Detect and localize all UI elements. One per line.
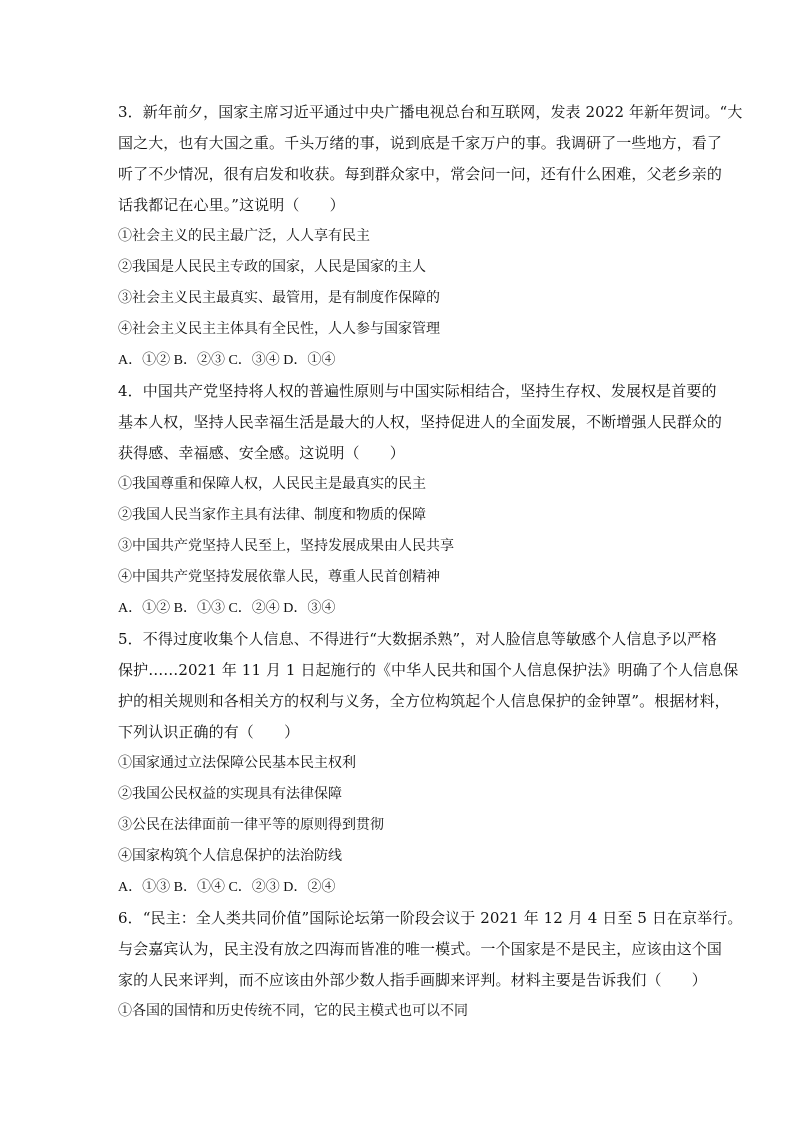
answer-choices: A．①② B．②③ C．③④ D．①④	[118, 353, 336, 368]
question-stem-line: 基本人权，坚持人民幸福生活是最大的人权，坚持促进人的全面发展，不断增强人民群众的	[118, 413, 723, 431]
statement-option: ①各国的国情和历史传统不同，它的民主模式也可以不同	[118, 1003, 468, 1019]
answer-choices: A．①② B．①③ C．②④ D．③④	[118, 601, 336, 616]
answer-choices: A．①③ B．①④ C．②③ D．②④	[118, 880, 336, 895]
statement-option: ②我国公民权益的实现具有法律保障	[118, 786, 342, 802]
question-stem-line: 5．不得过度收集个人信息、不得进行“大数据杀熟”，对人脸信息等敏感个人信息予以严格	[118, 630, 717, 648]
question-stem-line: 下列认识正确的有（ ）	[118, 723, 300, 741]
question-list	[118, 97, 743, 1027]
question-stem-line: 3．新年前夕，国家主席习近平通过中央广播电视总台和互联网，发表 2022 年新年贺词。“大	[118, 103, 743, 121]
statement-option: ③中国共产党坚持人民至上，坚持发展成果由人民共享	[118, 538, 454, 554]
question-stem-line: 保护……2021 年 11 月 1 日起施行的《中华人民共和国个人信息保护法》明确了个人信息保	[118, 661, 739, 679]
question-stem-line: 话我都记在心里。”这说明（ ）	[118, 196, 345, 214]
statement-option: ②我国是人民民主专政的国家，人民是国家的主人	[118, 259, 426, 275]
question-stem-line: 6．“民主：全人类共同价值”国际论坛第一阶段会议于 2021 年 12 月 4 日至 5 日在京举行。	[118, 909, 743, 927]
question-stem-line: 护的相关规则和各相关方的权利与义务，全方位构筑起个人信息保护的金钟罩”。根据材料，	[118, 692, 730, 710]
question-stem-line: 家的人民来评判，而不应该由外部少数人指手画脚来评判。材料主要是告诉我们（ ）	[118, 971, 707, 989]
question-6	[118, 903, 743, 1027]
question-3	[118, 97, 743, 376]
statement-option: ④社会主义民主主体具有全民性，人人参与国家管理	[118, 321, 440, 337]
question-stem-line: 4．中国共产党坚持将人权的普遍性原则与中国实际相结合，坚持生存权、发展权是首要的	[118, 382, 717, 400]
question-4	[118, 376, 723, 624]
statement-option: ①国家通过立法保障公民基本民主权利	[118, 755, 356, 771]
statement-option: ④中国共产党坚持发展依靠人民，尊重人民首创精神	[118, 569, 440, 585]
question-5	[118, 624, 739, 903]
statement-option: ③公民在法律面前一律平等的原则得到贯彻	[118, 817, 384, 833]
question-stem-line: 获得感、幸福感、安全感。这说明（ ）	[118, 444, 405, 462]
question-stem-line: 国之大，也有大国之重。千头万绪的事，说到底是千家万户的事。我调研了一些地方，看了	[118, 134, 723, 152]
statement-option: ②我国人民当家作主具有法律、制度和物质的保障	[118, 507, 426, 523]
statement-option: ①社会主义的民主最广泛，人人享有民主	[118, 228, 370, 244]
statement-option: ④国家构筑个人信息保护的法治防线	[118, 848, 342, 864]
question-stem-line: 与会嘉宾认为，民主没有放之四海而皆准的唯一模式。一个国家是不是民主，应该由这个国	[118, 940, 723, 958]
statement-option: ①我国尊重和保障人权，人民民主是最真实的民主	[118, 476, 426, 492]
statement-option: ③社会主义民主最真实、最管用，是有制度作保障的	[118, 290, 440, 306]
question-stem-line: 听了不少情况，很有启发和收获。每到群众家中，常会问一问，还有什么困难，父老乡亲的	[118, 165, 723, 183]
